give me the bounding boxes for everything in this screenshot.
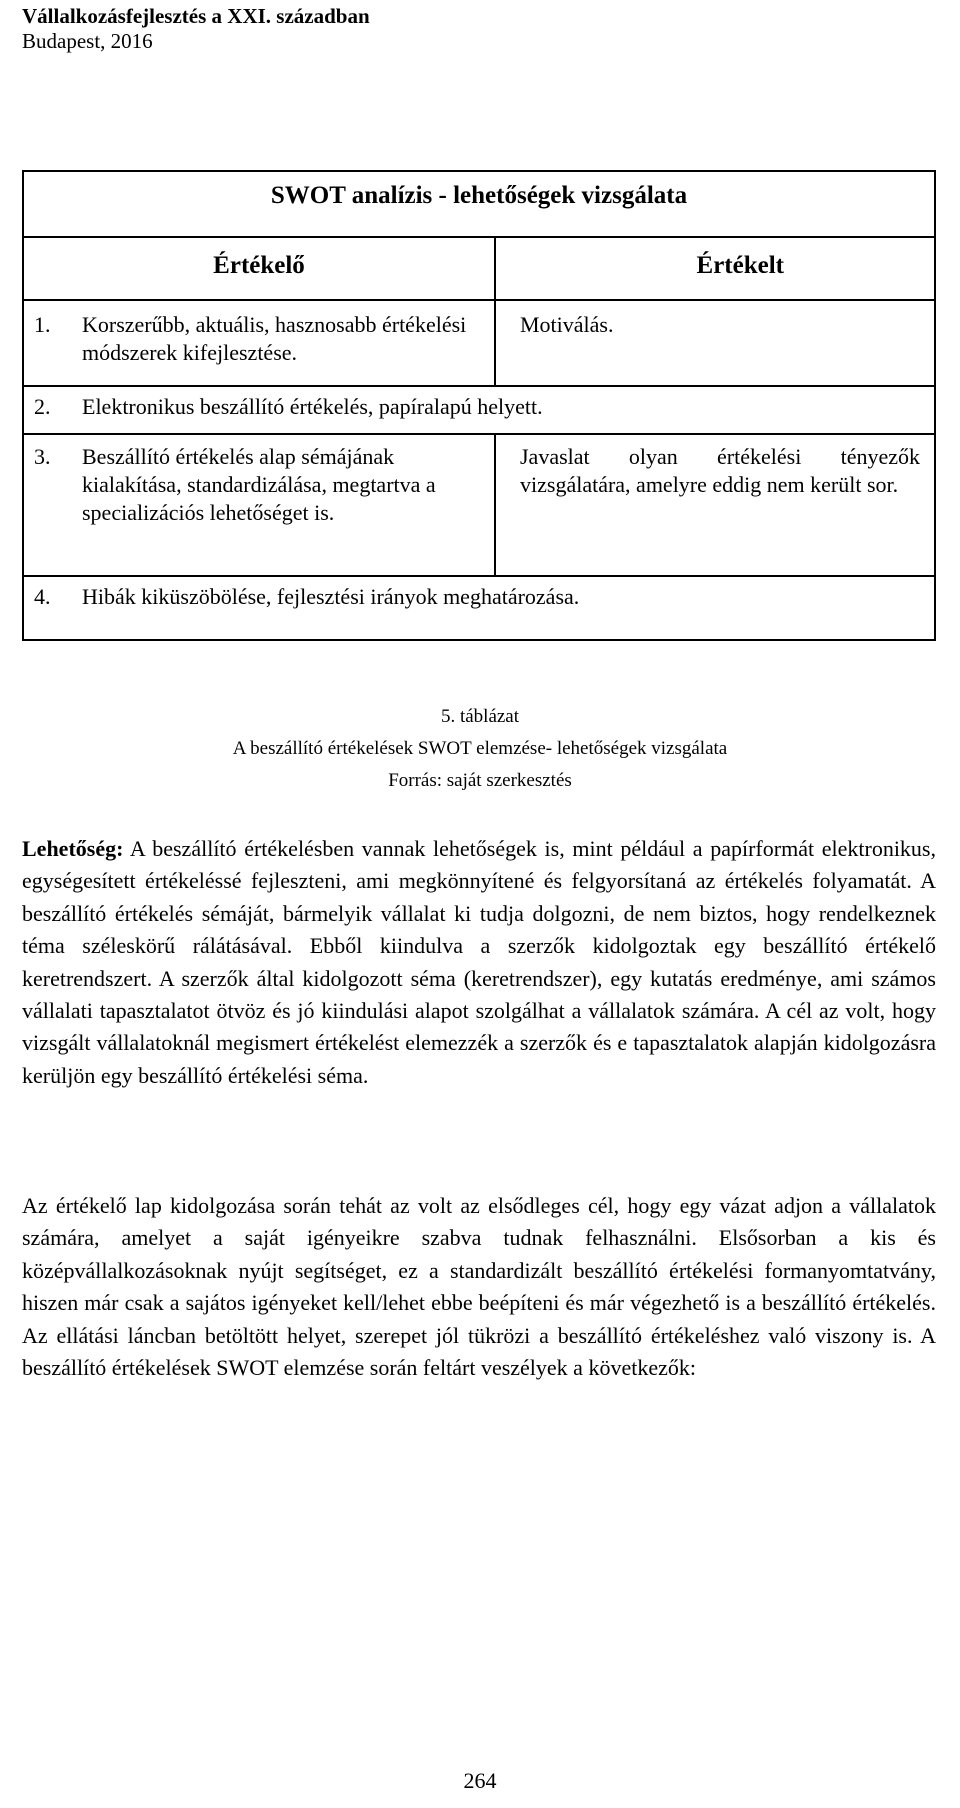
table-caption-source: Forrás: saját szerkesztés [388, 770, 572, 791]
row-left-text: Korszerűbb, aktuális, hasznosabb értékelési módszerek kifejlesztése. [82, 312, 467, 365]
row-number: 3. [34, 444, 51, 469]
table-caption-title: A beszállító értékelések SWOT elemzése- lehetőségek vizsgálata [232, 738, 728, 759]
paragraph-2: Az értékelő lap kidolgozása során tehát az volt az elsődleges cél, hogy egy vázat adjon a vállalatok számára, amelyet a saját igényeikre szabva tudnak felhasználni. Elsősorban a kis és középvállalkozásoknak nyújt segítséget, ez a standardizált beszállító értékelési formanyomtatvány, hiszen már csak a sajátos igényeket kell/lehet ebbe beépíteni és már végezhető is a beszállító értékelés. Az ellátási láncban betöltött helyet, szerepet jól tükrözi a beszállító értékeléshez való viszony is. A beszállító értékelések SWOT elemzése során feltárt veszélyek a következők: [22, 1193, 936, 1381]
row-number: 1. [34, 312, 51, 337]
paragraph-1 [22, 833, 936, 1092]
header-place-year: Budapest, 2016 [22, 29, 153, 53]
table-row [23, 576, 935, 640]
column-header-left: Értékelő [23, 237, 495, 300]
table-row [23, 300, 935, 386]
table-row [23, 434, 935, 576]
header-title: Vállalkozásfejlesztés a XXI. században [22, 4, 370, 28]
row-full-text: Hibák kiküszöbölése, fejlesztési irányok meghatározása. [82, 584, 580, 609]
table-caption-number: 5. táblázat [440, 706, 520, 727]
row-number: 4. [34, 584, 51, 609]
column-header-right: Értékelt [495, 237, 935, 300]
paragraph-1-text: A beszállító értékelésben vannak lehetőségek is, mint például a papírformát elektronikus, egységesített értékeléssé fejleszteni, ami megkönnyítené és felgyorsítaná az értékelés folyamatát. A beszállító értékelés sémáját, bármelyik vállalat ki tudja dolgozni, de nem biztos, hogy rendelkeznek téma széleskörű rálátásával. Ebből kiindulva a szerzők kidolgoztak egy beszállító értékelő keretrendszert. A szerzők által kidolgozott séma (keretrendszer), egy kutatás eredménye, ami számos vállalati tapasztalatot ötvöz és jó kiindulási alapot szolgálhat a vállalatok számára. A cél az volt, hogy vizsgált vállalatoknál megismert értékelést elemezzék a szerzők és e tapasztalatok alapján kidolgozásra kerüljön egy beszállító értékelési séma. [22, 836, 936, 1088]
row-right-text: Motiválás. [495, 300, 935, 386]
running-header [22, 4, 370, 54]
row-right-text: Javaslat olyan értékelési tényezők vizsgálatára, amelyre eddig nem került sor. [495, 434, 935, 576]
row-left-text: Beszállító értékelés alap sémájának kialakítása, standardizálása, megtartva a specializációs lehetőséget is. [82, 444, 436, 525]
page-number: 264 [463, 1768, 497, 1793]
table-row [23, 386, 935, 434]
row-full-text: Elektronikus beszállító értékelés, papíralapú helyett. [82, 394, 543, 419]
paragraph-lead: Lehetőség: [22, 836, 124, 861]
table-title: SWOT analízis - lehetőségek vizsgálata [23, 171, 935, 237]
swot-table [22, 170, 936, 641]
row-number: 2. [34, 394, 51, 419]
